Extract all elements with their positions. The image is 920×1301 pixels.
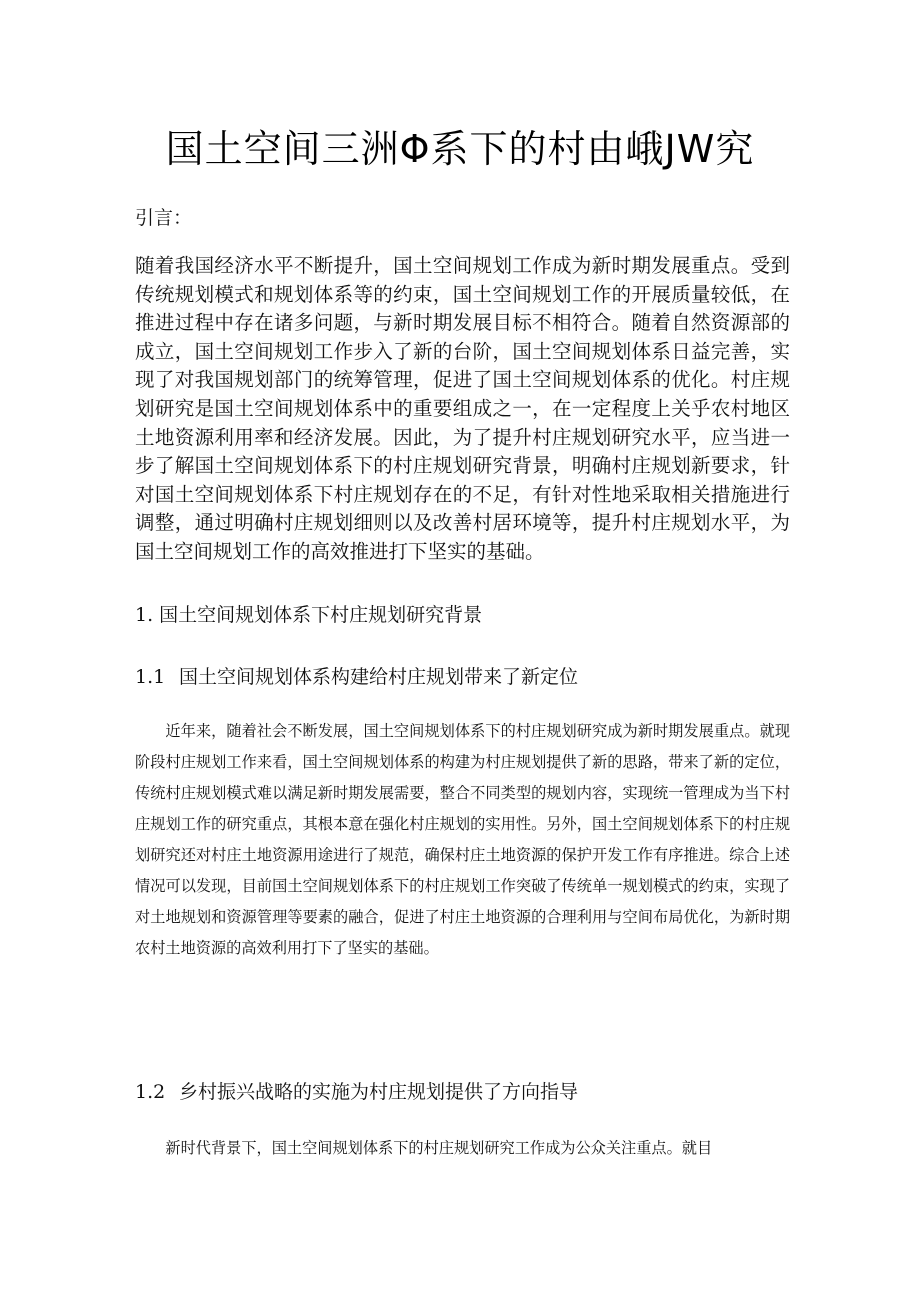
section-1-1-heading: [135, 662, 578, 689]
section-1-1-paragraph: 近年来，随着社会不断发展，国土空间规划体系下的村庄规划研究成为新时期发展重点。就现阶段村庄规划工作来看，国土空间规划体系的构建为村庄规划提供了新的思路，带来了新的定位，传统村庄规划模式难以满足新时期发展需要，整合不同类型的规划内容，实现统一管理成为当下村庄规划工作的研究重点，其根本意在强化村庄规划的实用性。另外，国土空间规划体系下的村庄规划研究还对村庄土地资源用途进行了规范，确保村庄土地资源的保护开发工作有序推进。综合上述情况可以发现，目前国土空间规划体系下的村庄规划工作突破了传统单一规划模式的约束，实现了对土地规划和资源管理等要素的融合，促进了村庄土地资源的合理利用与空间布局优化，为新时期农村土地资源的高效利用打下了坚实的基础。: [135, 722, 790, 957]
section-1-1-title: 国土空间规划体系构建给村庄规划带来了新定位: [179, 666, 579, 688]
section-1-2-title: 乡村振兴战略的实施为村庄规划提供了方向指导: [179, 1081, 579, 1103]
section-1-2-paragraph: 新时代背景下，国土空间规划体系下的村庄规划研究工作成为公众关注重点。就目: [165, 1139, 713, 1157]
section-1-1-number: 1.1: [135, 666, 166, 688]
intro-label: 引言：: [135, 207, 193, 229]
document-title: 国土空间三洲Φ系下的村由峨JW究: [165, 127, 755, 171]
section-1-2-number: 1.2: [135, 1081, 166, 1103]
section-1-heading: 1. 国土空间规划体系下村庄规划研究背景: [135, 604, 483, 626]
section-1-2-heading: [135, 1077, 578, 1104]
intro-paragraph: 随着我国经济水平不断提升，国土空间规划工作成为新时期发展重点。受到传统规划模式和规划体系等的约束，国土空间规划工作的开展质量较低，在推进过程中存在诸多问题，与新时期发展目标不相符合。随着自然资源部的成立，国土空间规划工作步入了新的台阶，国土空间规划体系日益完善，实现了对我国规划部门的统筹管理，促进了国土空间规划体系的优化。村庄规划研究是国土空间规划体系中的重要组成之一，在一定程度上关乎农村地区土地资源利用率和经济发展。因此，为了提升村庄规划研究水平，应当进一步了解国土空间规划体系下的村庄规划研究背景，明确村庄规划新要求，针对国土空间规划体系下村庄规划存在的不足，有针对性地采取相关措施进行调整，通过明确村庄规划细则以及改善村居环境等，提升村庄规划水平，为国土空间规划工作的高效推进打下坚实的基础。: [135, 254, 790, 563]
